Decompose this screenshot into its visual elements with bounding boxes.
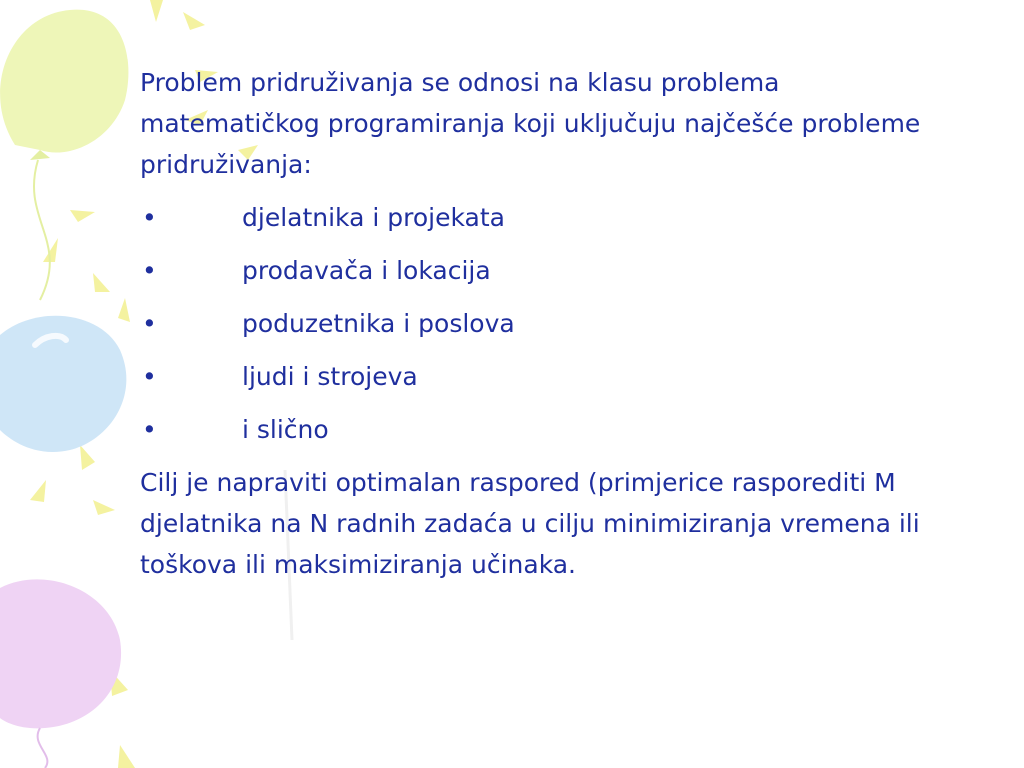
list-item-label: prodavača i lokacija xyxy=(242,256,491,285)
list-item xyxy=(140,250,940,291)
bullet-icon: • xyxy=(142,203,157,232)
list-item-label: djelatnika i projekata xyxy=(242,203,505,232)
balloon-icon xyxy=(0,579,121,768)
balloon-icon xyxy=(0,316,126,452)
bullet-icon: • xyxy=(142,415,157,444)
bullet-list xyxy=(140,197,940,450)
list-item xyxy=(140,197,940,238)
bullet-icon: • xyxy=(142,256,157,285)
list-item-label: poduzetnika i poslova xyxy=(242,309,515,338)
list-item-label: ljudi i strojeva xyxy=(242,362,418,391)
bullet-icon: • xyxy=(142,362,157,391)
list-item xyxy=(140,409,940,450)
intro-paragraph: Problem pridruživanja se odnosi na klasu problema matematičkog programiranja koji uključuju najčešće probleme pridruživanja: xyxy=(140,68,921,179)
list-item-label: i slično xyxy=(242,415,329,444)
list-item xyxy=(140,303,940,344)
balloon-icon xyxy=(0,10,128,300)
goal-paragraph: Cilj je napraviti optimalan raspored (primjerice rasporediti M djelatnika na N radnih zadaća u cilju minimiziranja vremena ili toškova ili maksimiziranja učinaka. xyxy=(140,468,920,579)
slide-body xyxy=(140,62,940,585)
list-item xyxy=(140,356,940,397)
bullet-icon: • xyxy=(142,309,157,338)
